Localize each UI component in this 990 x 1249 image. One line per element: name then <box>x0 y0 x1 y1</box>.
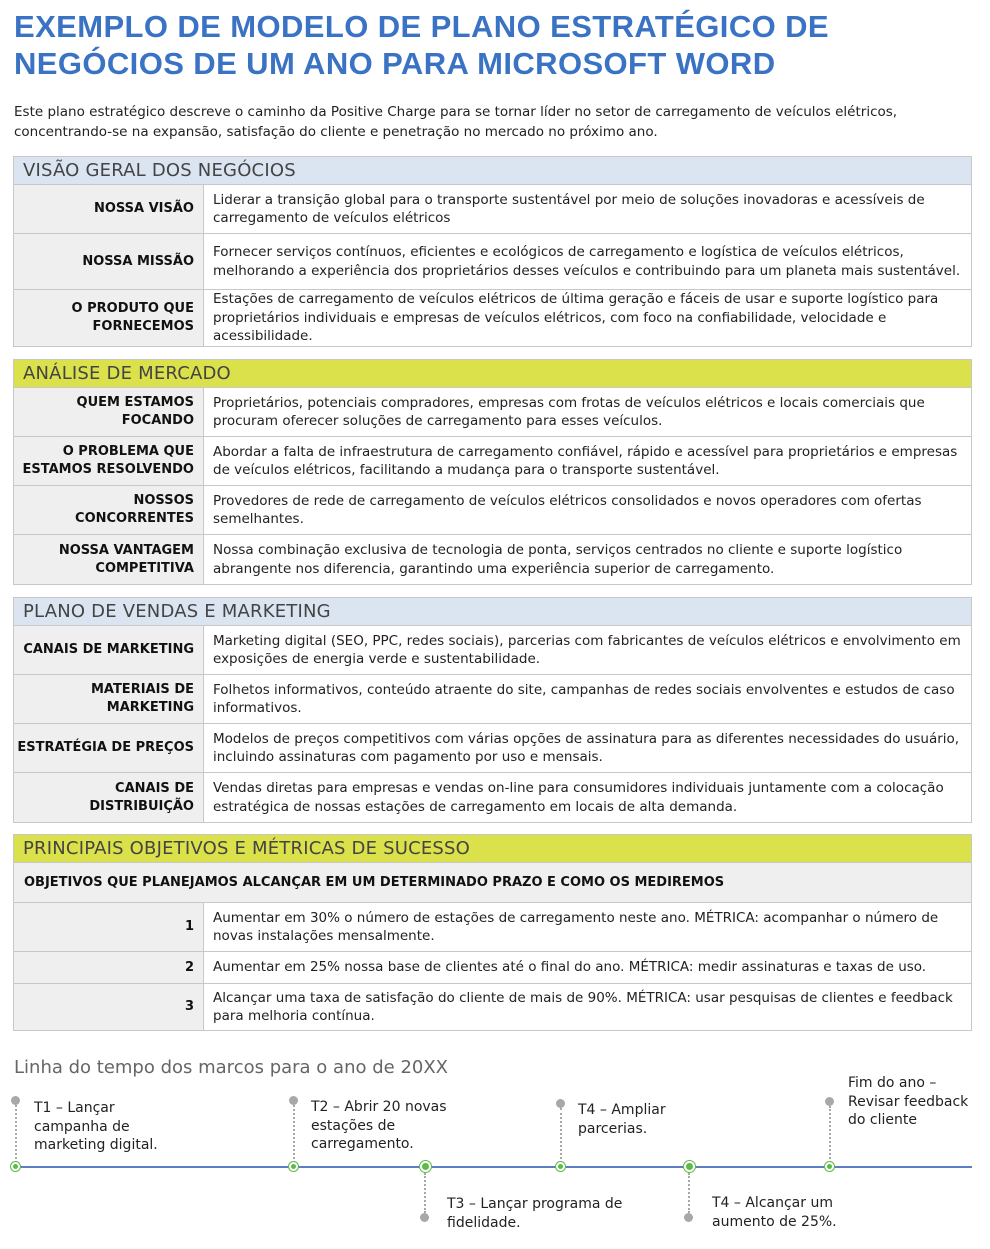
objectives-subheader: OBJETIVOS QUE PLANEJAMOS ALCANÇAR EM UM DETERMINADO PRAZO E COMO OS MEDIREMOS <box>14 863 971 903</box>
overview-header: VISÃO GERAL DOS NEGÓCIOS <box>14 157 971 185</box>
objective-text: Alcançar uma taxa de satisfação do cliente de mais de 90%. MÉTRICA: usar pesquisas de clientes e feedback para melhoria contínua. <box>213 989 953 1024</box>
milestone-stem <box>293 1105 295 1163</box>
row-value: Modelos de preços competitivos com várias opções de assinatura para as diferentes necessidades do usuário, incluindo assinaturas com pagamento por uso e mensais. <box>213 730 960 765</box>
milestone-label: T4 – Ampliar parcerias. <box>578 1102 666 1137</box>
market-header: ANÁLISE DE MERCADO <box>14 360 971 388</box>
row-value: Folhetos informativos, conteúdo atraente do site, campanhas de redes sociais envolventes e estudos de caso informativos. <box>213 681 955 716</box>
milestone-stem <box>15 1105 17 1163</box>
table-row <box>14 185 971 234</box>
row-value: Marketing digital (SEO, PPC, redes sociais), parcerias com fabricantes de veículos elétricos e envolvimento em exposições de energia verde e sustentabilidade. <box>213 632 961 667</box>
milestone-label: T2 – Abrir 20 novas estações de carregamento. <box>311 1099 447 1152</box>
row-value: Fornecer serviços contínuos, eficientes e ecológicos de carregamento e logística de veículos elétricos, melhorando a experiência dos proprietários desses veículos e contribuindo para um planeta mais sustentável. <box>213 244 961 279</box>
row-label: CANAIS DE MARKETING <box>14 626 204 674</box>
milestone-label: T4 – Alcançar um aumento de 25%. <box>712 1195 837 1230</box>
timeline-node <box>11 1162 20 1171</box>
sales-header: PLANO DE VENDAS E MARKETING <box>14 598 971 626</box>
table-row <box>14 290 971 346</box>
timeline-node <box>420 1161 431 1172</box>
milestone-marker <box>289 1096 298 1105</box>
market-section <box>13 359 972 585</box>
table-row <box>14 626 971 675</box>
objective-number: 2 <box>14 952 204 983</box>
milestone-stem <box>560 1108 562 1163</box>
objective-text: Aumentar em 25% nossa base de clientes até o final do ano. MÉTRICA: medir assinaturas e taxas de uso. <box>213 959 927 976</box>
row-label: O PROBLEMA QUE ESTAMOS RESOLVENDO <box>14 437 204 485</box>
row-label: ESTRATÉGIA DE PREÇOS <box>14 724 204 772</box>
milestone-marker <box>556 1099 565 1108</box>
row-label: CANAIS DE DISTRIBUIÇÃO <box>14 773 204 822</box>
row-value: Abordar a falta de infraestrutura de carregamento confiável, rápido e acessível para proprietários e empresas de veículos elétricos, facilitando a mudança para o transporte sustentável. <box>213 443 958 478</box>
table-row <box>14 234 971 290</box>
row-label: NOSSA VANTAGEM COMPETITIVA <box>14 535 204 584</box>
milestone-label: T1 – Lançar campanha de marketing digital. <box>34 1100 158 1153</box>
objectives-header: PRINCIPAIS OBJETIVOS E MÉTRICAS DE SUCESSO <box>14 835 971 863</box>
table-row <box>14 388 971 437</box>
timeline-node <box>289 1162 298 1171</box>
row-value: Proprietários, potenciais compradores, empresas com frotas de veículos elétricos e locais comerciais que procuram oferecer soluções de carregamento para esses veículos. <box>213 394 925 429</box>
sales-section <box>13 597 972 823</box>
row-label: QUEM ESTAMOS FOCANDO <box>14 388 204 436</box>
row-label: NOSSA MISSÃO <box>14 234 204 289</box>
document-title: EXEMPLO DE MODELO DE PLANO ESTRATÉGICO DE NEGÓCIOS DE UM ANO PARA MICROSOFT WORD <box>14 9 829 81</box>
timeline-node <box>684 1161 695 1172</box>
timeline-title: Linha do tempo dos marcos para o ano de 20XX <box>14 1057 449 1078</box>
row-value: Liderar a transição global para o transporte sustentável por meio de soluções inovadoras e acessíveis de carregamento de veículos elétricos <box>213 191 925 226</box>
row-value: Provedores de rede de carregamento de veículos elétricos consolidados e novos operadores com ofertas semelhantes. <box>213 492 922 527</box>
milestone-marker <box>825 1097 834 1106</box>
table-row <box>14 984 971 1030</box>
milestone-label: T3 – Lançar programa de fidelidade. <box>447 1196 623 1231</box>
row-label: O PRODUTO QUE FORNECEMOS <box>14 290 204 346</box>
table-row <box>14 952 971 984</box>
row-value: Estações de carregamento de veículos elétricos de última geração e fáceis de usar e suporte logístico para proprietários individuais e empresas de veículos elétricos, com foco na confiabilidade, velocidade e acessibilidade. <box>213 291 939 345</box>
objective-number: 1 <box>14 903 204 951</box>
row-value: Nossa combinação exclusiva de tecnologia de ponta, serviços centrados no cliente e suporte logístico abrangente nos diferencia, garantindo uma experiência superior de carregamento. <box>213 542 903 577</box>
objective-number: 3 <box>14 984 204 1030</box>
milestone-marker <box>420 1213 429 1222</box>
row-label: NOSSOS CONCORRENTES <box>14 486 204 534</box>
milestone-stem <box>424 1173 426 1213</box>
table-row <box>14 724 971 773</box>
table-row <box>14 437 971 486</box>
overview-section <box>13 156 972 347</box>
intro-paragraph: Este plano estratégico descreve o caminho da Positive Charge para se tornar líder no setor de carregamento de veículos elétricos, concentrando-se na expansão, satisfação do cliente e penetração no mercado no próximo ano. <box>14 104 898 140</box>
objective-text: Aumentar em 30% o número de estações de carregamento neste ano. MÉTRICA: acompanhar o número de novas instalações mensalmente. <box>213 909 939 944</box>
table-row <box>14 773 971 822</box>
table-row <box>14 903 971 952</box>
table-row <box>14 535 971 584</box>
table-row <box>14 675 971 724</box>
milestone-marker <box>11 1096 20 1105</box>
timeline-node <box>556 1162 565 1171</box>
row-label: MATERIAIS DE MARKETING <box>14 675 204 723</box>
row-label: NOSSA VISÃO <box>14 185 204 233</box>
milestone-marker <box>684 1213 693 1222</box>
milestone-stem <box>829 1106 831 1163</box>
milestone-stem <box>688 1173 690 1213</box>
row-value: Vendas diretas para empresas e vendas on-line para consumidores individuais juntamente com a colocação estratégica de nossas estações de carregamento em locais de alta demanda. <box>213 780 944 815</box>
objectives-section <box>13 834 972 1031</box>
timeline-node <box>825 1162 834 1171</box>
table-row <box>14 486 971 535</box>
milestone-label: Fim do ano – Revisar feedback do cliente <box>848 1075 969 1128</box>
